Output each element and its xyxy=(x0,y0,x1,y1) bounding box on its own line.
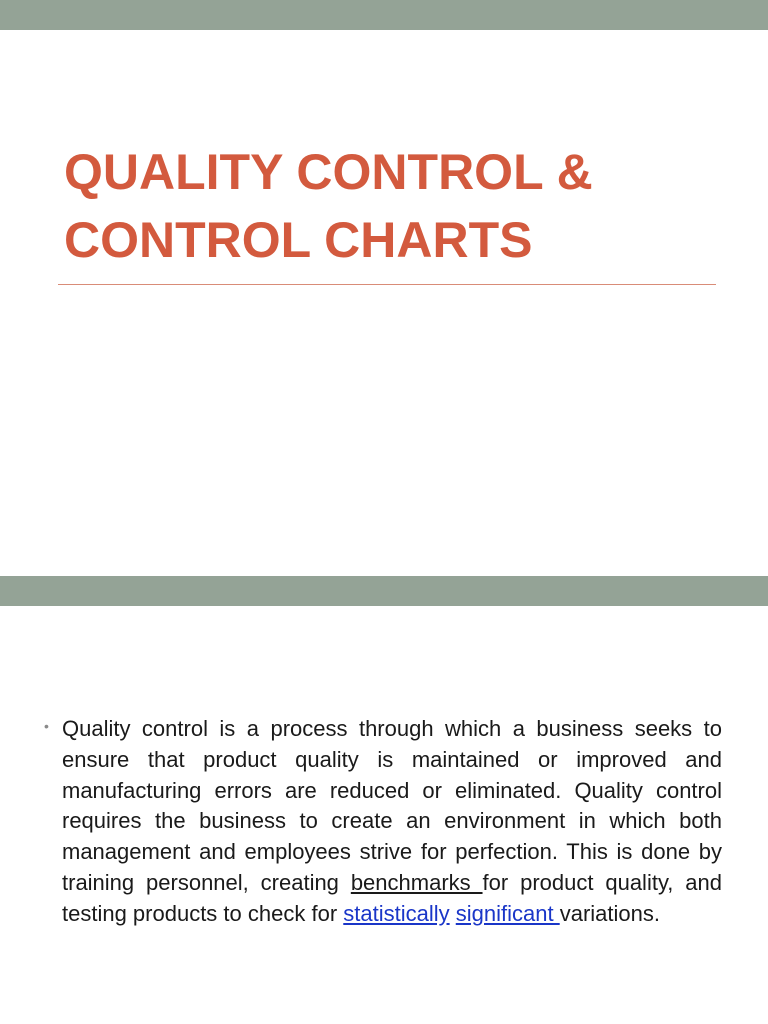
header-band xyxy=(0,576,768,606)
slide-title-line-2: CONTROL CHARTS xyxy=(64,212,533,268)
bullet-text-part-4: variations. xyxy=(559,900,660,926)
bullet-list xyxy=(42,714,722,930)
significant-link[interactable]: significant xyxy=(455,900,560,926)
bullet-marker: • xyxy=(44,718,49,734)
header-band xyxy=(0,0,768,30)
slide-title-line-1: QUALITY CONTROL & xyxy=(64,144,593,200)
benchmarks-link[interactable]: benchmarks xyxy=(350,869,483,895)
statistically-link[interactable]: statistically xyxy=(343,900,450,926)
bullet-item xyxy=(42,714,722,930)
title-underline-rule xyxy=(58,284,716,285)
bullet-text-part-2: for product quality, and testing products to check for xyxy=(62,869,723,926)
bullet-text-part-1: Quality control is a process through which a business seeks to ensure that product quality is maintained or improved and manufacturing errors are reduced or eliminated. Quality control requires the business to create an environment in which both management and employees strive for perfection. This is done by training personnel, creating xyxy=(62,716,722,895)
content-slide xyxy=(0,576,768,1024)
slide-title xyxy=(64,138,724,274)
